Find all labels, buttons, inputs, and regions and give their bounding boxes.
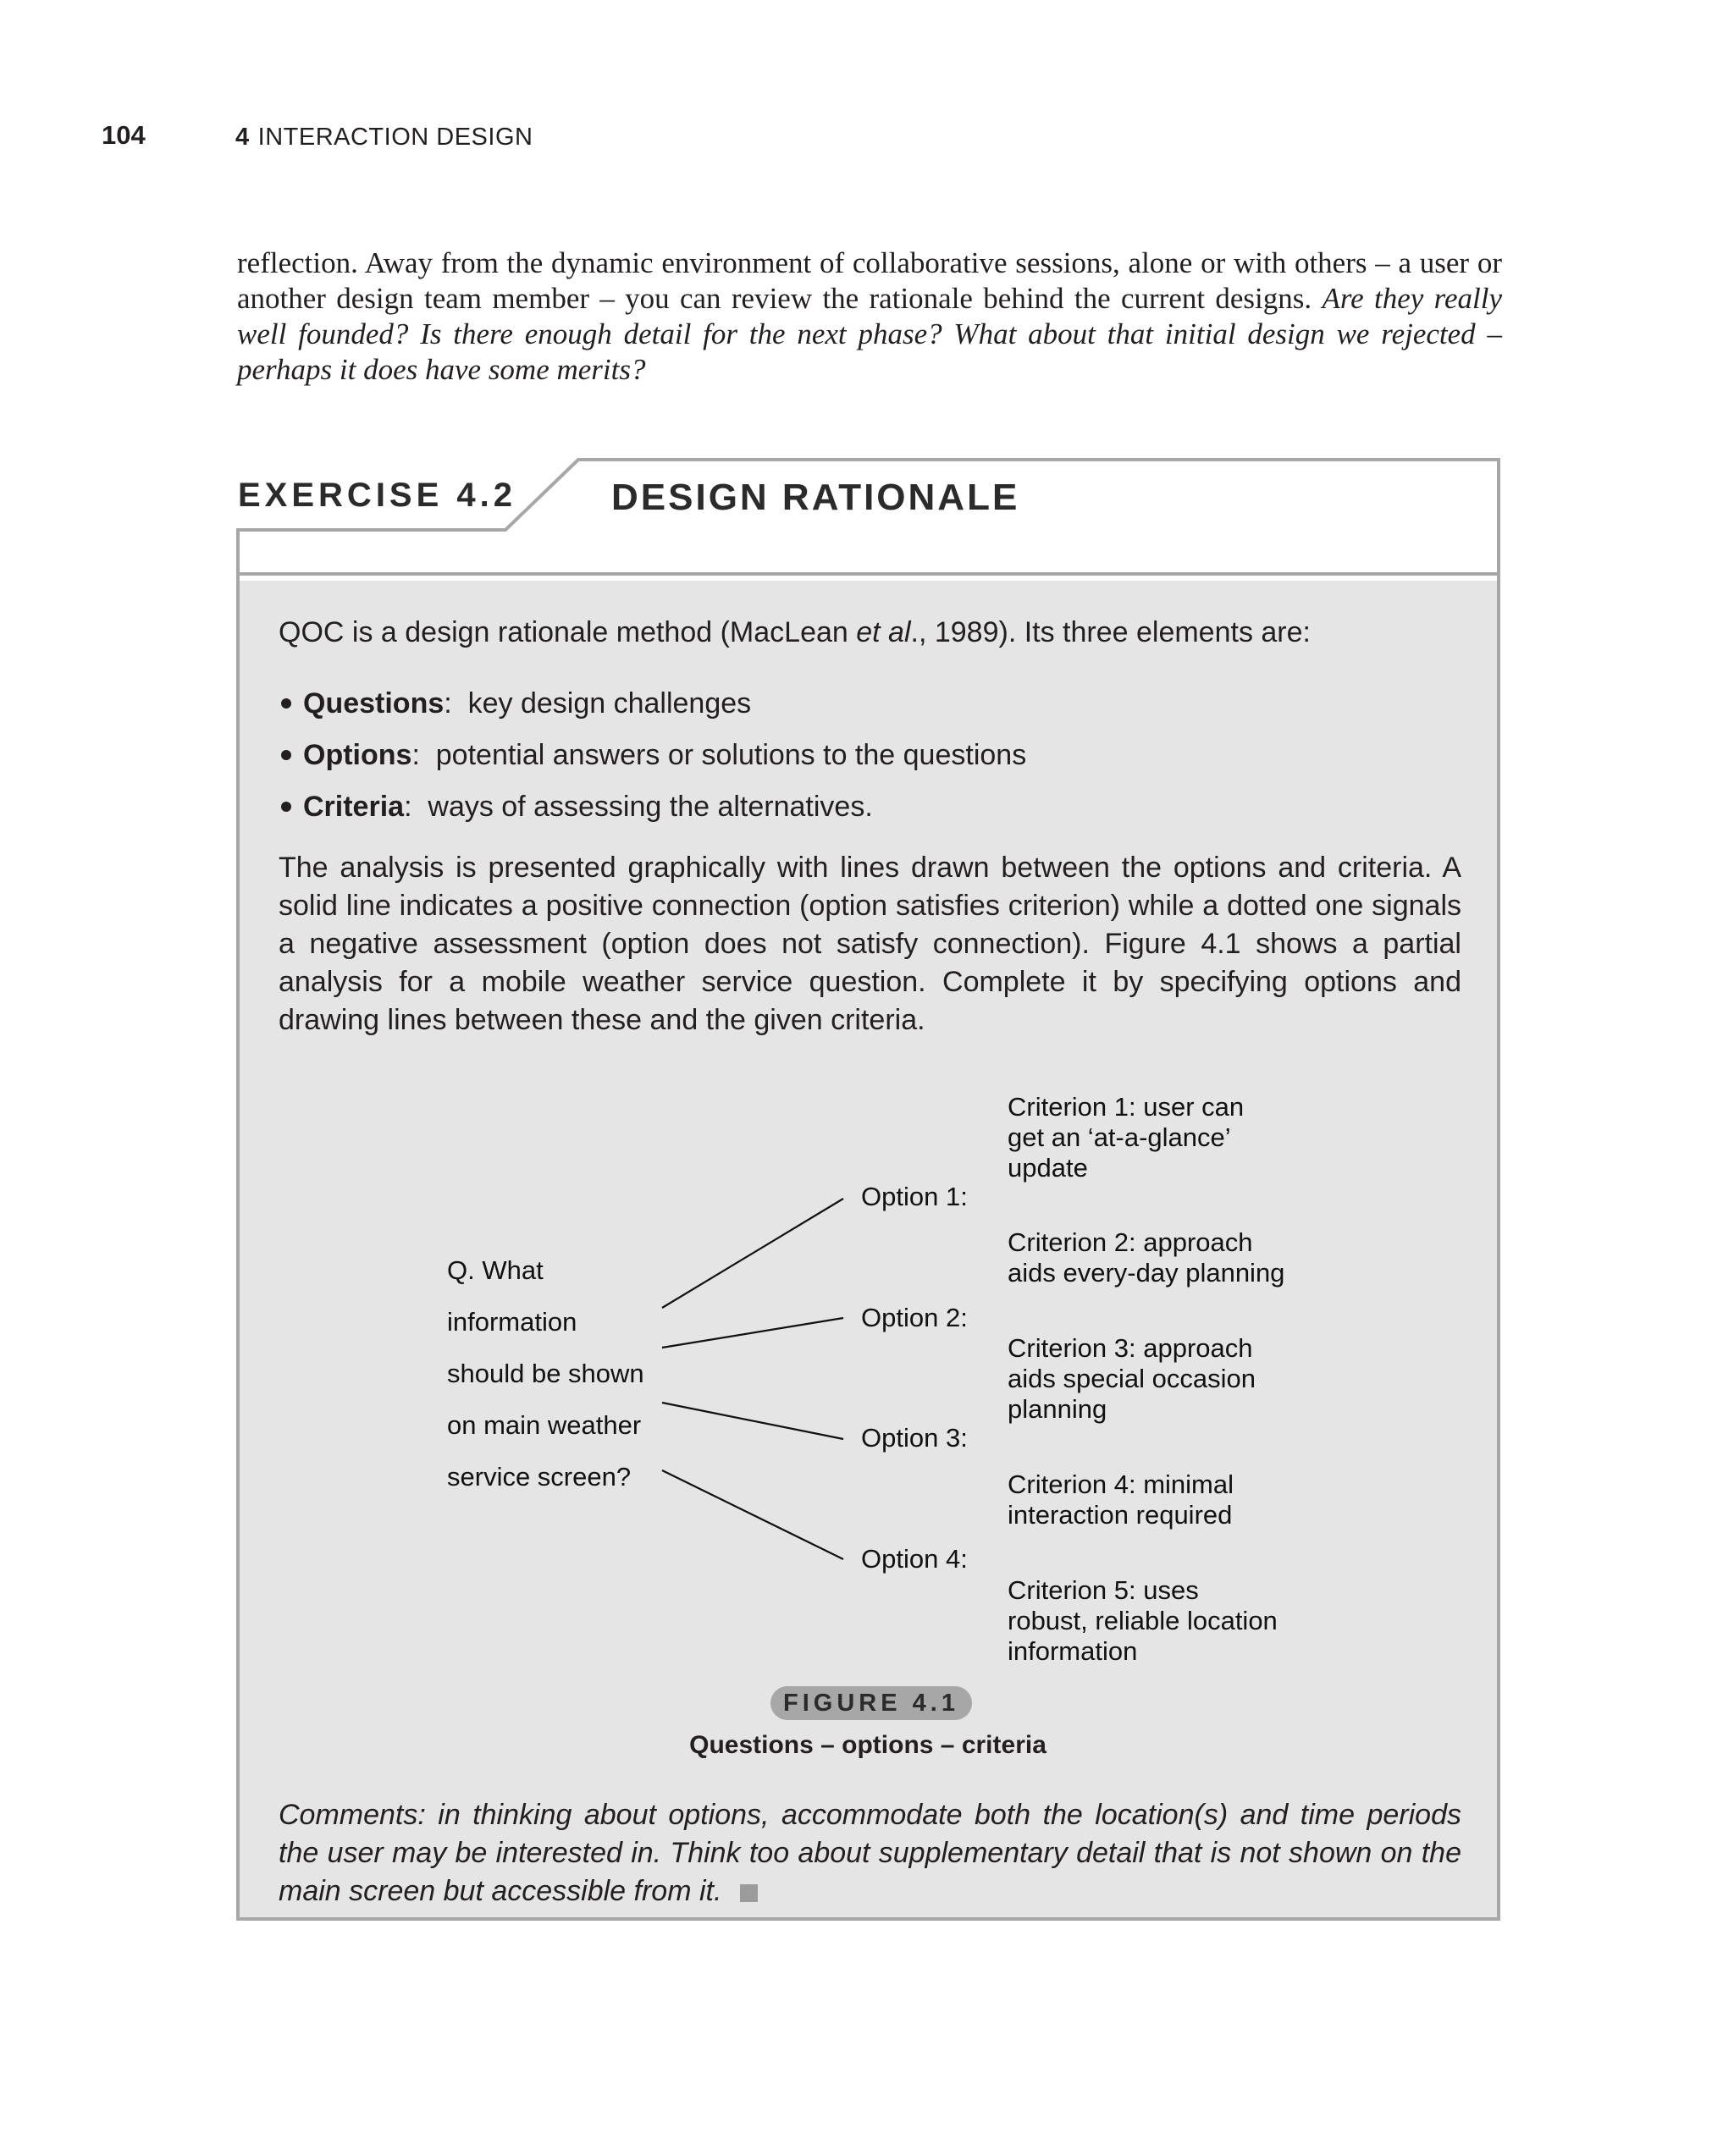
intro-italic-text: Are they really well founded? Is there enough detail for the next phase? What about that initial design we rejected – perhaps it does have some merits?	[237, 282, 1502, 386]
criterion-line: get an ‘at-a-glance’	[1008, 1122, 1231, 1152]
analysis-paragraph: The analysis is presented graphically with lines drawn between the options and criteria. A solid line indicates a positive connection (option satisfies criterion) while a dotted one signals a negative assessment (option does not satisfy connection). Figure 4.1 shows a partial analysis for a mobile weather service question. Complete it by specifying options and drawing lines between these and the given criteria.	[279, 852, 1461, 1036]
question-text-line: service screen?	[447, 1462, 632, 1492]
option-label: Option 4:	[861, 1544, 968, 1574]
criterion-line: Criterion 3: approach	[1008, 1333, 1253, 1363]
bullet-description: : potential answers or solutions to the questions	[411, 738, 1027, 771]
criterion-3	[1008, 1333, 1329, 1425]
connector-line-option-1	[662, 1199, 843, 1308]
criterion-line: Criterion 2: approach	[1008, 1227, 1253, 1257]
criterion-line: update	[1008, 1153, 1088, 1183]
criterion-line: Criterion 5: uses	[1008, 1575, 1199, 1605]
criterion-line: planning	[1008, 1394, 1107, 1424]
question-text-line: information	[447, 1307, 577, 1337]
bullet-term: Questions	[303, 687, 445, 720]
criterion-line: information	[1008, 1636, 1138, 1666]
option-label: Option 1:	[861, 1182, 968, 1211]
exercise-title: DESIGN RATIONALE	[611, 477, 1020, 518]
criterion-line: Criterion 4: minimal	[1008, 1469, 1234, 1499]
page-number: 104	[102, 120, 146, 150]
question-text-line: should be shown	[447, 1359, 644, 1388]
qoc-text-after: ., 1989). Its three elements are:	[910, 616, 1311, 648]
option-label: Option 2:	[861, 1303, 968, 1332]
chapter-title: INTERACTION DESIGN	[257, 124, 533, 151]
option-label: Option 3:	[861, 1423, 968, 1453]
connector-line-option-3	[662, 1403, 843, 1439]
connector-line-option-4	[662, 1470, 843, 1559]
intro-plain-text: reflection. Away from the dynamic environment of collaborative sessions, alone or with others – a user or another design team member – you can review the rationale behind the current designs.	[237, 246, 1502, 315]
criterion-line: aids every-day planning	[1008, 1258, 1285, 1288]
bullet-term: Criteria	[303, 790, 405, 823]
criterion-line: interaction required	[1008, 1500, 1233, 1530]
criterion-2	[1008, 1227, 1329, 1288]
comments-text: Comments: in thinking about options, accommodate both the location(s) and time periods the user may be interested in. Think too about supplementary detail that is not shown on the main screen but accessible from it.	[279, 1799, 1461, 1907]
criterion-1	[1008, 1092, 1329, 1183]
criterion-5	[1008, 1575, 1329, 1667]
connector-line-option-2	[662, 1318, 843, 1348]
question-text-line: on main weather	[447, 1410, 642, 1440]
end-of-exercise-icon	[740, 1884, 758, 1902]
qoc-text-italic: et al	[856, 616, 911, 648]
criterion-line: robust, reliable location	[1008, 1606, 1278, 1635]
comments-paragraph	[279, 1796, 1461, 1911]
question-text-line: Q. What	[447, 1255, 544, 1285]
bullet-description: : key design challenges	[444, 687, 752, 720]
chapter-number: 4	[235, 124, 250, 151]
criterion-4	[1008, 1469, 1329, 1530]
figure-number-badge: FIGURE 4.1	[770, 1686, 972, 1720]
exercise-label: EXERCISE 4.2	[238, 477, 517, 514]
qoc-text-before: QOC is a design rationale method (MacLean	[279, 616, 857, 648]
bullet-description: : ways of assessing the alternatives.	[404, 790, 873, 823]
figure-caption: Questions – options – criteria	[689, 1731, 1046, 1759]
criterion-line: Criterion 1: user can	[1008, 1092, 1245, 1122]
criterion-line: aids special occasion	[1008, 1364, 1256, 1393]
bullet-term: Options	[303, 738, 412, 771]
